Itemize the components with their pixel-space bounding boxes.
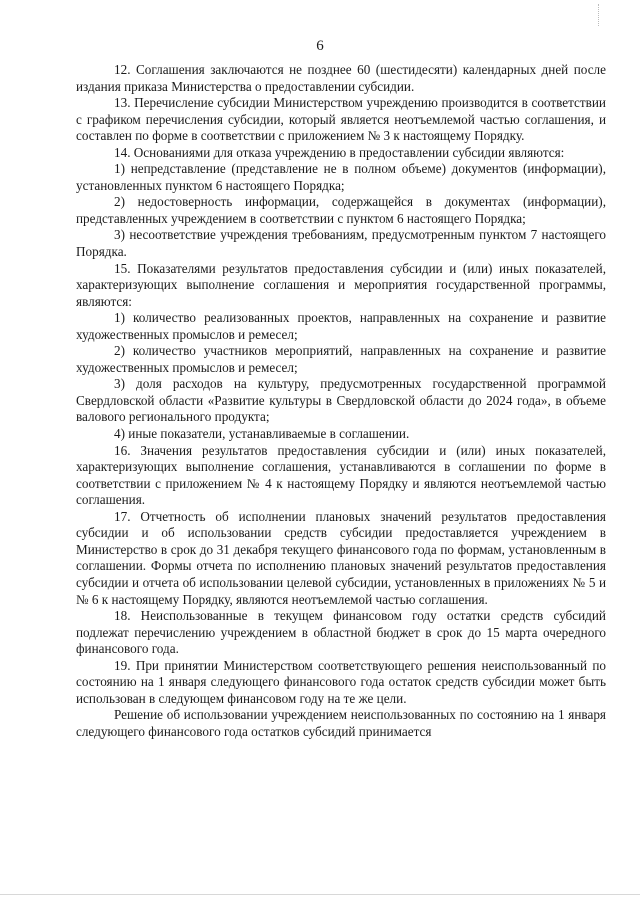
document-body	[76, 62, 606, 740]
paragraph-14-item-2: 2) недостоверность информации, содержащейся в документах (информации), представленных учреждением в соответствии с пунктом 6 настоящего Порядка;	[76, 194, 606, 226]
paragraph-14-item-1: 1) непредставление (представление не в полном объеме) документов (информации), установленных пунктом 6 настоящего Порядка;	[76, 161, 606, 193]
paragraph-18: 18. Неиспользованные в текущем финансовом году остатки средств субсидий подлежат перечислению учреждением в областной бюджет в срок до 15 марта очередного финансового года.	[76, 608, 606, 657]
paragraph-12: 12. Соглашения заключаются не позднее 60 (шестидесяти) календарных дней после издания приказа Министерства о предоставлении субсидии.	[76, 62, 606, 94]
paragraph-14: 14. Основаниями для отказа учреждению в предоставлении субсидии являются:	[114, 144, 565, 160]
paragraph-17: 17. Отчетность об исполнении плановых значений результатов предоставления субсидии и об использовании средств субсидии предоставляется учреждением в Министерство в срок до 31 декабря текущего финансового года по формам, установленным в соглашении. Формы отчета по исполнению плановых значений результатов предоставления субсидии и отчета об использовании целевой субсидии, установленных в приложениях № 5 и № 6 к настоящему Порядку, являются неотъемлемой частью соглашения.	[76, 508, 606, 607]
paragraph-15-item-1: 1) количество реализованных проектов, направленных на сохранение и развитие художественных промыслов и ремесел;	[76, 310, 606, 342]
paragraph-19-continuation: Решение об использовании учреждением неиспользованных по состоянию на 1 января следующего финансового года остатков субсидий принимается	[76, 707, 606, 739]
paragraph-15: 15. Показателями результатов предоставления субсидии и (или) иных показателей, характеризующих выполнение соглашения и мероприятия государственной программы, являются:	[76, 260, 606, 309]
paragraph-19: 19. При принятии Министерством соответствующего решения неиспользованный по состоянию на 1 января следующего финансового года остаток средств субсидии может быть использован в следующем финансовом году на те же цели.	[76, 657, 606, 706]
scan-edge-mark	[598, 4, 600, 26]
bottom-rule	[0, 894, 640, 895]
paragraph-15-item-4: 4) иные показатели, устанавливаемые в соглашении.	[114, 426, 410, 442]
page-number: 6	[316, 38, 324, 54]
paragraph-13: 13. Перечисление субсидии Министерством учреждению производится в соответствии с графиком перечисления субсидии, который является неотъемлемой частью соглашения, и составлен по форме в соответствии с приложением № 3 к настоящему Порядку.	[76, 95, 606, 144]
paragraph-14-item-3: 3) несоответствие учреждения требованиям, предусмотренным пунктом 7 настоящего Порядка.	[76, 227, 606, 260]
paragraph-16: 16. Значения результатов предоставления субсидии и (или) иных показателей, характеризующих выполнение соглашения, устанавливаются в соглашении по форме в соответствии с приложением № 4 к настоящему Порядку и являются неотъемлемой частью соглашения.	[76, 442, 606, 508]
paragraph-15-item-3: 3) доля расходов на культуру, предусмотренных государственной программой Свердловской области «Развитие культуры в Свердловской области до 2024 года», в объеме валового регионального продукта;	[76, 376, 606, 425]
paragraph-15-item-2: 2) количество участников мероприятий, направленных на сохранение и развитие художественных промыслов и ремесел;	[76, 343, 606, 375]
